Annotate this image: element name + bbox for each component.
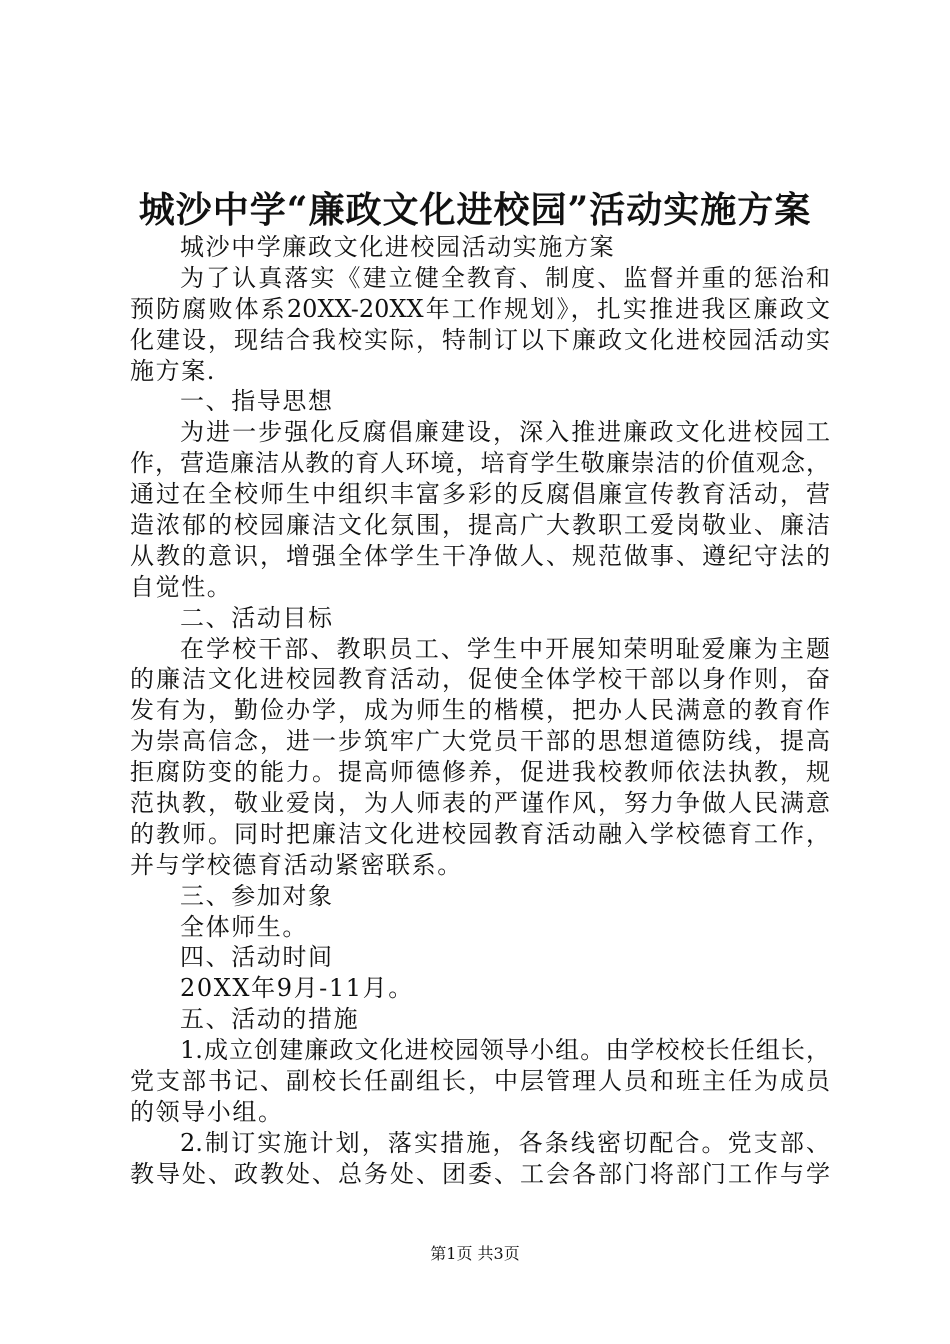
body-line: 为了认真落实《建立健全教育、制度、监督并重的惩治和 <box>180 263 830 292</box>
document-body <box>130 232 830 1190</box>
body-line: 三、参加对象 <box>180 881 334 910</box>
body-line: 2.制订实施计划，落实措施，各条线密切配合。党支部、 <box>180 1128 830 1157</box>
body-line: 为进一步强化反腐倡廉建设，深入推进廉政文化进校园工 <box>180 418 830 447</box>
body-line: 的教师。同时把廉洁文化进校园教育活动融入学校德育工作， <box>130 819 830 848</box>
body-line: 城沙中学廉政文化进校园活动实施方案 <box>180 233 616 261</box>
body-line: 党支部书记、副校长任副组长，中层管理人员和班主任为成员 <box>130 1067 830 1096</box>
page-indicator: 第1页 共3页 <box>430 1244 520 1263</box>
body-line: 拒腐防变的能力。提高师德修养，促进我校教师依法执教，规 <box>130 758 830 787</box>
body-line: 发有为，勤俭办学，成为师生的楷模，把办人民满意的教育作 <box>130 696 830 725</box>
body-line: 化建设，现结合我校实际，特制订以下廉政文化进校园活动实 <box>130 325 830 354</box>
body-line: 的廉洁文化进校园教育活动，促使全体学校干部以身作则，奋 <box>130 665 830 694</box>
body-line: 通过在全校师生中组织丰富多彩的反腐倡廉宣传教育活动，营 <box>130 480 830 509</box>
body-line: 施方案. <box>130 356 217 385</box>
body-line: 预防腐败体系20XX-20XX年工作规划》，扎实推进我区廉政文 <box>130 294 830 323</box>
body-line: 并与学校德育活动紧密联系。 <box>130 850 463 879</box>
body-line: 五、活动的措施 <box>180 1005 360 1034</box>
body-line: 教导处、政教处、总务处、团委、工会各部门将部门工作与学 <box>130 1159 830 1188</box>
body-line: 为崇高信念，进一步筑牢广大党员干部的思想道德防线，提高 <box>130 727 830 756</box>
body-line: 造浓郁的校园廉洁文化氛围，提高广大教职工爱岗敬业、廉洁 <box>130 511 830 540</box>
body-line: 1.成立创建廉政文化进校园领导小组。由学校校长任组长， <box>180 1036 830 1065</box>
body-line: 全体师生。 <box>180 912 308 941</box>
body-line: 从教的意识，增强全体学生干净做人、规范做事、遵纪守法的 <box>130 541 830 570</box>
body-line: 自觉性。 <box>130 572 233 601</box>
body-line: 四、活动时间 <box>180 943 334 972</box>
body-line: 范执教，敬业爱岗，为人师表的严谨作风，努力争做人民满意 <box>130 789 830 818</box>
body-line: 二、活动目标 <box>180 603 334 632</box>
body-line: 在学校干部、教职员工、学生中开展知荣明耻爱廉为主题 <box>180 634 830 663</box>
body-line: 的领导小组。 <box>130 1097 284 1126</box>
document-title: 城沙中学“廉政文化进校园”活动实施方案 <box>138 189 812 231</box>
body-line: 20XX年9月-11月。 <box>180 974 414 1003</box>
body-line: 作，营造廉洁从教的育人环境，培育学生敬廉崇洁的价值观念， <box>130 449 830 478</box>
body-line: 一、指导思想 <box>180 387 334 416</box>
